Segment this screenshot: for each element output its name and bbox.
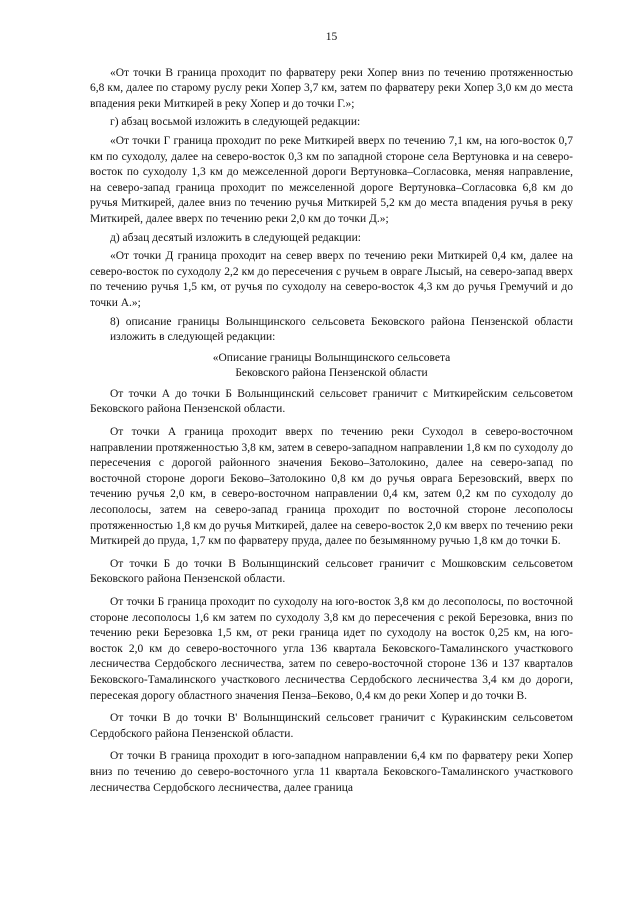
page-number: 15 [325,31,338,43]
paragraph-amend-d: д) абзац десятый изложить в следующей редакции: [110,231,361,244]
paragraph-point-g: «От точки Г граница проходит по реке Миткирей вверх по течению 7,1 км, на юго-восток 0,7 км по суходолу, далее на северо-восток 0,3 км по западной стороне села Вертуновка и на северо-восток по суходолу 1,3 км до межселенной дороги Вертуновка–Согласовка, меняя направление, на северо-запад граница проходит по межселенной дороге Вертуновка–Согласовка 6,8 км до ручья Миткирей, далее вниз по течению ручья Миткирей 5,2 км до места впадения ручья в реку Миткирей, далее вверх по течению реки 2,0 км до точки Д.»; [90,134,573,225]
section-heading-line-1: «Описание границы Волынщинского сельсовета [212,351,451,364]
paragraph-point-d: «От точки Д граница проходит на север вверх по течению реки Миткирей 0,4 км, далее на северо-восток по суходолу 2,2 км до пересечения с ручьем в овраге Лысый, на северо-запад вверх по течению ручья 1,5 км, от ручья по суходолу на северо-восток 4,3 км до ручья Гремучий и до точки А.»; [90,250,573,309]
paragraph-route-a: От точки А граница проходит вверх по течению реки Суходол в северо-восточном направлении протяженностью 3,8 км, затем в северо-западном направлении 1,8 км по суходолу до пересечения с дорогой районного значения Беково–Затолокино, далее на северо-запад по восточной стороне дороги Беково–Затолокино 0,8 км до ручья оврага Березовский, вверх по течению ручья 2,0 км, в северо-восточном направлении 0,4 км, затем 0,2 км по суходолу до лесополосы, затем на северо-запад граница проходит по восточной стороне лесополосы протяженностью 1,8 км до ручья Миткирей, далее на северо-восток 2,0 км вверх по течению реки Миткирей до пруда, 1,7 км по фарватеру пруда, далее по безымянному ручью 1,8 км до точки Б. [90,426,573,548]
paragraph-route-v: От точки В граница проходит в юго-западном направлении 6,4 км по фарватеру реки Хопер вниз по течению до северо-восточного угла 11 квартала Бековского-Тамалинского участкового лесничества Сердобского лесничества, далее граница [90,750,573,794]
paragraph-route-b: От точки Б граница проходит по суходолу на юго-восток 3,8 км до лесополосы, по восточной стороне лесополосы 1,6 км затем по суходолу 3,8 км до пересечения с рекой Березовка, вниз по течению реки Березовка 1,5 км, от реки граница идет по суходолу на восток 0,25 км, на юго-восток 2,0 км до северо-восточного угла 136 квартала Бековского-Тамалинского участкового лесничества Сердобского лесничества, затем по северо-восточной стороне 136 и 137 кварталов Бековского-Тамалинского участкового лесничества Сердобского лесничества 3,4 км до дороги, пересекая дорогу областного значения Пенза–Беково, 0,4 км до реки Хопер и до точки В. [90,596,573,702]
paragraph-item-8: 8) описание границы Волынщинского сельсовета Бековского района Пензенской области изложить в следующей редакции: [110,315,573,344]
paragraph-border-b-v: От точки Б до точки В Волынщинский сельсовет граничит с Мошковским сельсоветом Бековского района Пензенской области. [90,557,573,586]
section-heading [90,351,573,382]
document-page [90,30,573,803]
paragraph-border-a-b: От точки А до точки Б Волынщинский сельсовет граничит с Миткирейским сельсоветом Бековского района Пензенской области. [90,387,573,416]
section-heading-line-2: Бековского района Пензенской области [235,367,428,380]
paragraph-amend-g: г) абзац восьмой изложить в следующей редакции: [110,116,361,129]
paragraph-point-v: «От точки В граница проходит по фарватеру реки Хопер вниз по течению протяженностью 6,8 км, далее по старому руслу реки Хопер 3,7 км, затем по фарватеру реки Хопер 3,0 км до места впадения реки Миткирей в реку Хопер и до точки Г.»; [90,66,573,110]
paragraph-border-v-v1: От точки В до точки В' Волынщинский сельсовет граничит с Куракинским сельсоветом Сердобского района Пензенской области. [90,712,573,740]
